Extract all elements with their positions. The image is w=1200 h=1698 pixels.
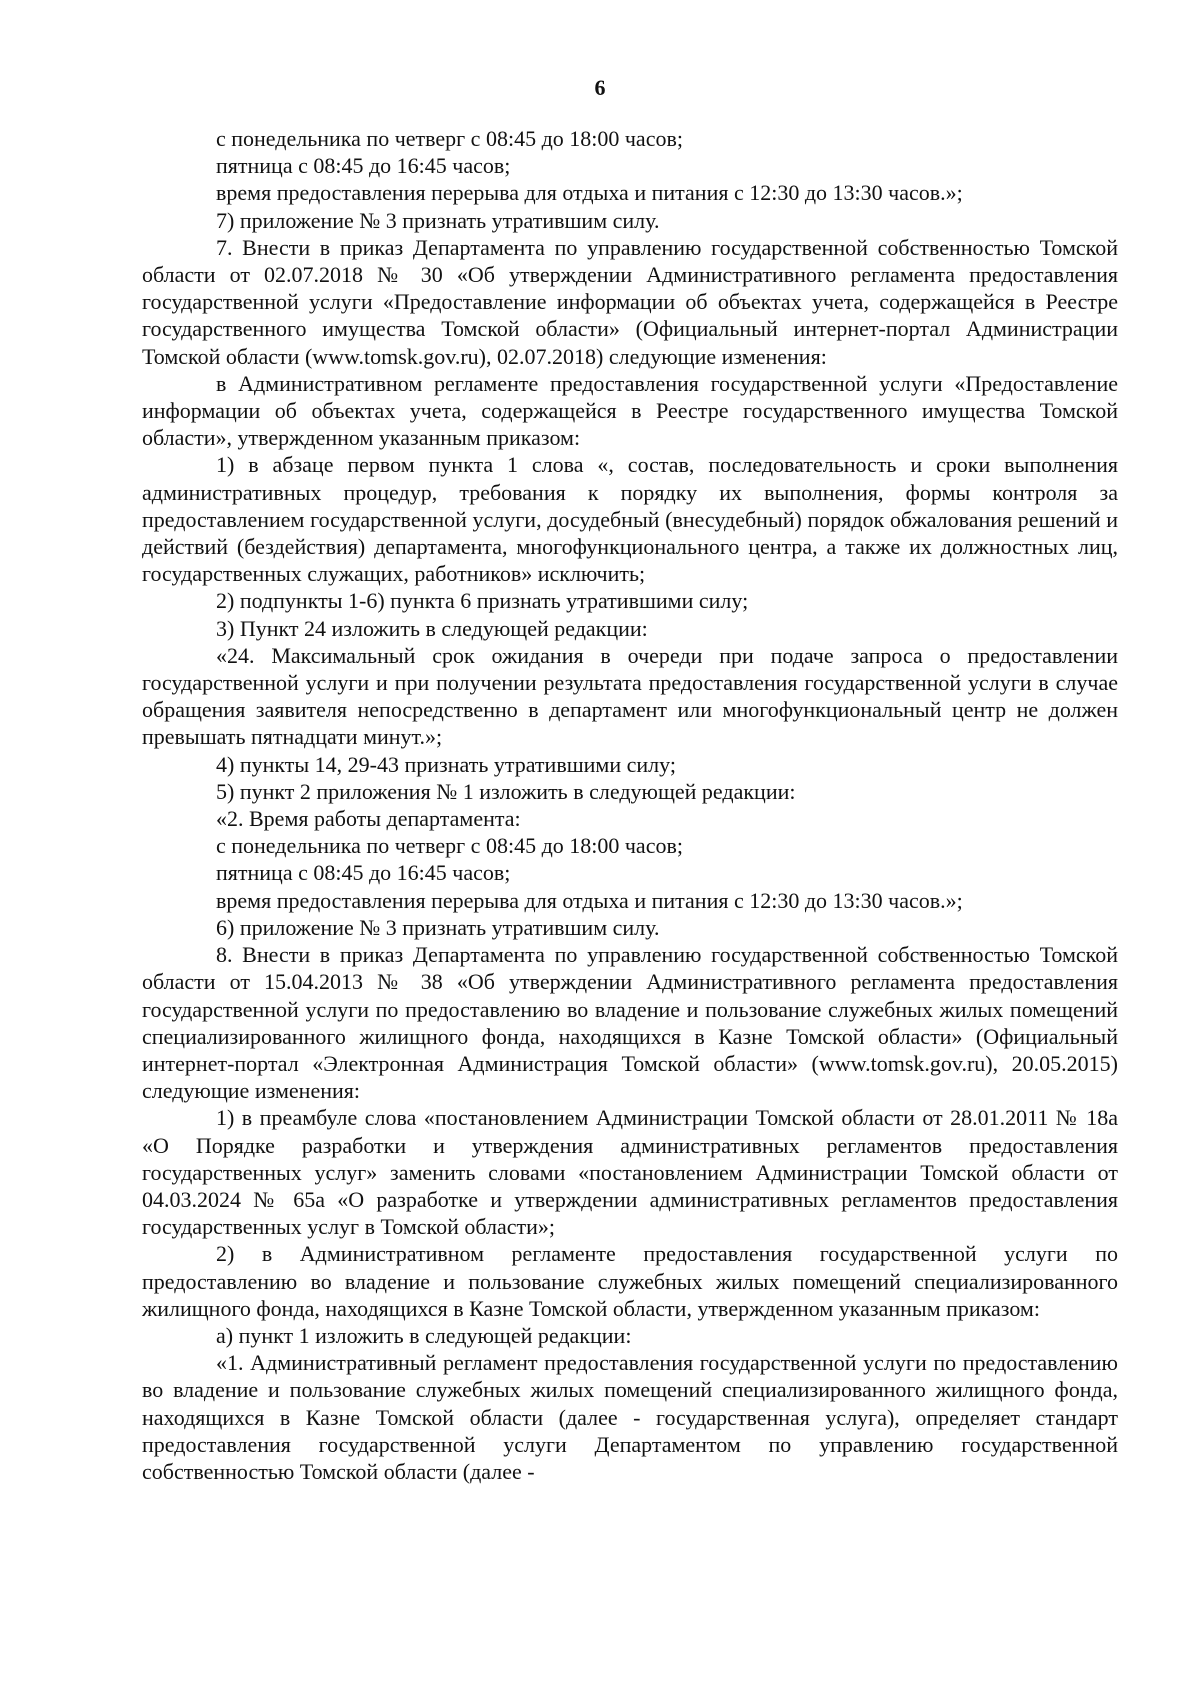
paragraph: с понедельника по четверг с 08:45 до 18:00 часов; bbox=[216, 126, 683, 151]
paragraph: а) пункт 1 изложить в следующей редакции: bbox=[216, 1322, 632, 1348]
paragraph: пятница с 08:45 до 16:45 часов; bbox=[216, 153, 511, 179]
paragraph: 8. Внести в приказ Департамента по управлению государственной собственностью Томской области от 15.04.2013 № 38 «Об утверждении Административного регламента предоставления государственной услуги по предоставлению во владение и пользование служебных жилых помещений специализированного жилищного фонда, находящихся в Казне Томской области» (Официальный интернет-портал «Электронная Администрация Томской области» (www.tomsk.gov.ru), 20.05.2015) следующие изменения: bbox=[142, 942, 1118, 1104]
paragraph: с понедельника по четверг с 08:45 до 18:00 часов; bbox=[216, 833, 683, 859]
paragraph: 2) в Административном регламенте предоставления государственной услуги по предоставлению во владение и пользование служебных жилых помещений специализированного жилищного фонда, находящихся в Казне Томской области, утвержденном указанным приказом: bbox=[142, 1241, 1118, 1321]
paragraph: «1. Административный регламент предоставления государственной услуги по предоставлению во владение и пользование служебных жилых помещений специализированного жилищного фонда, находящихся в Казне Томской области (далее - государственная услуга), определяет стандарт предоставления государственной услуги Департаментом по управлению государственной собственностью Томской области (далее - bbox=[142, 1350, 1118, 1484]
page-number: 6 bbox=[594, 75, 606, 100]
paragraph: 5) пункт 2 приложения № 1 изложить в следующей редакции: bbox=[216, 778, 796, 804]
paragraph: 1) в преамбуле слова «постановлением Администрации Томской области от 28.01.2011 № 18а «О Порядке разработки и утверждения административных регламентов предоставления государственных услуг» заменить словами «постановлением Администрации Томской области от 04.03.2024 № 65а «О разработке и утверждении административных регламентов предоставления государственных услуг в Томской области»; bbox=[142, 1105, 1118, 1240]
paragraph: в Административном регламенте предоставления государственной услуги «Предоставление информации об объектах учета, содержащейся в Реестре государственного имущества Томской области», утвержденном указанным приказом: bbox=[142, 370, 1118, 451]
paragraph: 7) приложение № 3 признать утратившим силу. bbox=[216, 207, 660, 233]
paragraph: «24. Максимальный срок ожидания в очереди при подаче запроса о предоставлении государственной услуги и при получении результата предоставления государственной услуги в случае обращения заявителя непосредственно в департамент или многофункциональный центр не должен превышать пятнадцати минут.»; bbox=[142, 642, 1118, 750]
paragraph: «2. Время работы департамента: bbox=[216, 806, 521, 832]
paragraph: 3) Пункт 24 изложить в следующей редакции: bbox=[216, 615, 648, 641]
paragraph: 4) пункты 14, 29-43 признать утратившими силу; bbox=[216, 751, 676, 777]
paragraph: 7. Внести в приказ Департамента по управлению государственной собственностью Томской области от 02.07.2018 № 30 «Об утверждении Административного регламента предоставления государственной услуги «Предоставление информации об объектах учета, содержащейся в Реестре государственного имущества Томской области» (Официальный интернет-портал Администрации Томской области (www.tomsk.gov.ru), 02.07.2018) следующие изменения: bbox=[142, 234, 1118, 369]
paragraph: 1) в абзаце первом пункта 1 слова «, состав, последовательность и сроки выполнения административных процедур, требования к порядку их выполнения, формы контроля за предоставлением государственной услуги, досудебный (внесудебный) порядок обжалования решений и действий (бездействия) департамента, многофункционального центра, а также их должностных лиц, государственных служащих, работников» исключить; bbox=[142, 452, 1118, 587]
paragraph: время предоставления перерыва для отдыха и питания с 12:30 до 13:30 часов.»; bbox=[216, 887, 963, 913]
paragraph: время предоставления перерыва для отдыха и питания с 12:30 до 13:30 часов.»; bbox=[216, 180, 963, 206]
document-body bbox=[142, 125, 1118, 1485]
paragraph: 2) подпункты 1-6) пункта 6 признать утратившими силу; bbox=[216, 588, 749, 614]
paragraph: пятница с 08:45 до 16:45 часов; bbox=[216, 860, 511, 886]
paragraph: 6) приложение № 3 признать утратившим силу. bbox=[216, 914, 660, 940]
